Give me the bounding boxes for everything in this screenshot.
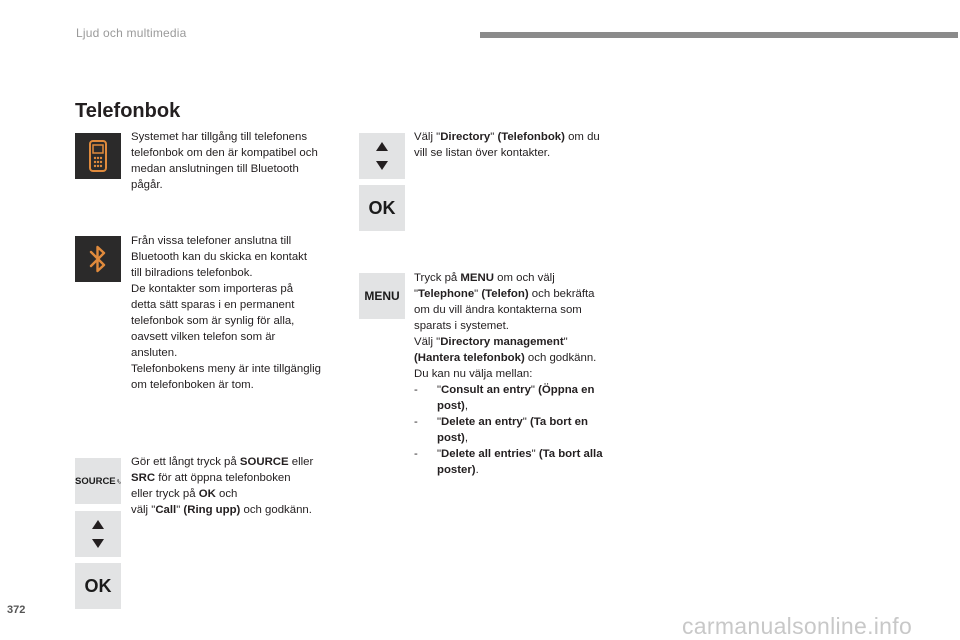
paragraph-directory-management: Tryck på MENU om och välj "Telephone" (Telefon) och bekräfta om du vill ändra kontakterna som sparats i systemet. Välj "Directory management" (Hantera telefonbok) och godkänn. Du kan nu välja mellan: - "Consult an entry" (Öppna en post), - "Delete an entry" (Ta bort en post), - "Delete all entries" (Ta bort alla poster). — [414, 270, 629, 478]
paragraph-bluetooth-contacts: Från vissa telefoner anslutna till Bluetooth kan du skicka en kontakt till bilradions telefonbok. De kontakter som importeras på detta sätt sparas i en permanent telefonbok som är synlig för alla, oavsett vilken telefon som är ansluten. Telefonbokens meny är inte tillgänglig om telefonboken är tom. — [131, 235, 321, 391]
watermark: carmanualsonline.info — [682, 613, 913, 639]
paragraph-phonebook-access: Systemet har tillgång till telefonens telefonbok om den är kompatibel och medan anslutningen till Bluetooth pågår. — [131, 131, 318, 191]
mobile-phone-icon — [86, 139, 110, 173]
paragraph-open-phonebook: Gör ett långt tryck på SOURCE eller SRC för att öppna telefonboken eller tryck på OK och välj "Call" (Ring upp) och godkänn. — [131, 456, 314, 516]
page-title: Telefonbok — [75, 100, 181, 122]
page-number: 372 — [7, 604, 26, 616]
section-header: Ljud och multimedia — [76, 26, 187, 40]
arrows-icon — [88, 516, 108, 552]
ok-button-icon — [75, 563, 121, 609]
option-consult-entry: - "Consult an entry" (Öppna en post), — [414, 384, 595, 412]
bluetooth-icon — [87, 243, 109, 275]
paragraph-directory: Välj "Directory" (Telefonbok) om du vill se listan över kontakter. — [414, 131, 600, 159]
arrows-icon — [372, 138, 392, 174]
up-down-arrows-icon-right — [359, 133, 405, 179]
up-down-arrows-icon — [75, 511, 121, 557]
ok-button-label-right: OK — [368, 197, 396, 218]
menu-button-label: MENU — [364, 289, 400, 303]
ok-button-icon-right — [359, 185, 405, 231]
option-delete-all-entries: - "Delete all entries" (Ta bort alla poster). — [414, 448, 603, 476]
phone-icon-box — [75, 133, 121, 179]
source-button-icon — [75, 458, 121, 504]
bluetooth-icon-box — [75, 236, 121, 282]
header-bar — [480, 32, 958, 38]
menu-button-icon — [359, 273, 405, 319]
ok-button-label: OK — [84, 575, 112, 596]
option-delete-entry: - "Delete an entry" (Ta bort en post), — [414, 416, 588, 444]
phone-handset-icon — [117, 476, 121, 487]
source-button-label: SOURCE — [75, 475, 116, 487]
